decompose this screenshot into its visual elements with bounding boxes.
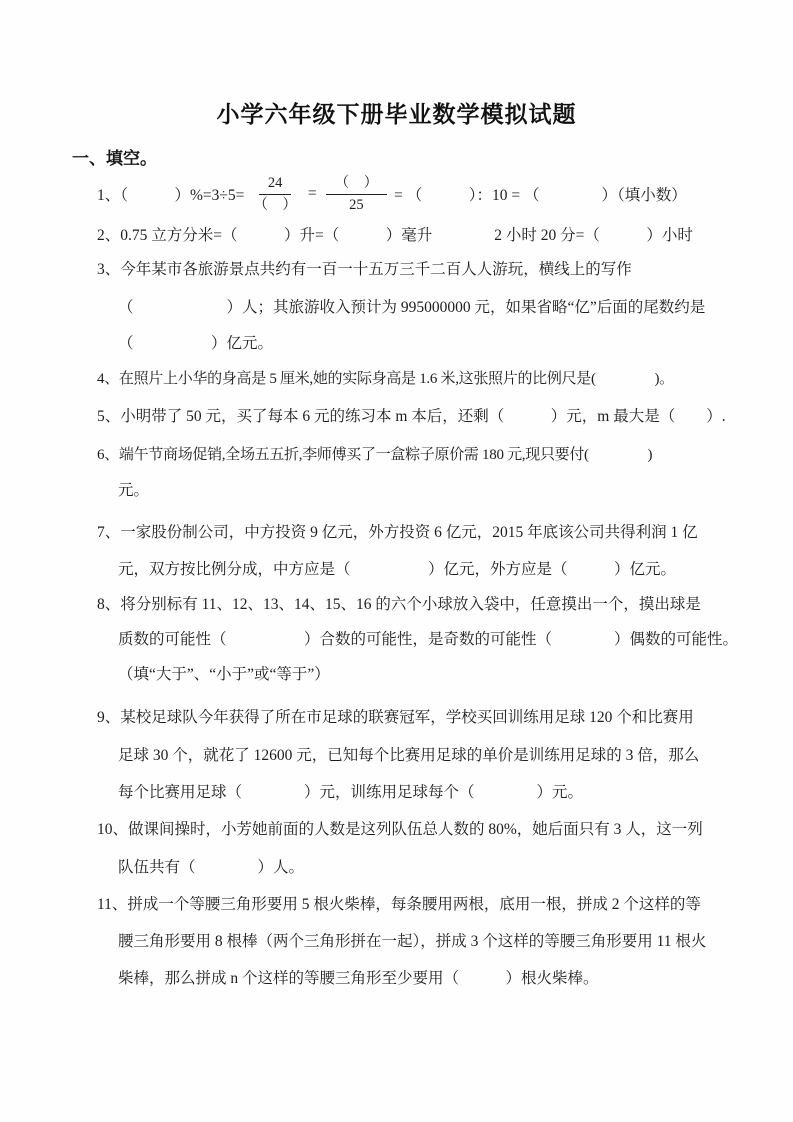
question-1-equals-sign: =: [307, 185, 317, 202]
question-8-line-3: （填“大于”、“小于”或“等于”）: [118, 666, 330, 683]
question-10-line-2: 队伍共有（ ）人。: [118, 859, 305, 876]
question-1-fraction-1-numerator: 24: [259, 174, 292, 194]
question-1: [97, 168, 687, 220]
question-6-line-2: 元。: [118, 482, 150, 499]
question-5: 5、小明带了 50 元，买了每本 6 元的练习本 m 本后，还剩（ ）元，m 最大是（ ）.: [97, 408, 726, 425]
question-1-fraction-2: [326, 174, 388, 213]
question-10-line-1: 10、做课间操时，小芳她前面的人数是这列队伍总人数的 80%，她后面只有 3 人，这一列: [97, 821, 703, 838]
question-9-line-2: 足球 30 个，就花了 12600 元，已知每个比赛用足球的单价是训练用足球的 3 倍，那么: [118, 747, 700, 764]
question-1-suffix: = （ ）：10 = （ ）（填小数）: [394, 187, 687, 204]
question-11-line-1: 11、拼成一个等腰三角形要用 5 根火柴棒，每条腰用两根，底用一根，拼成 2 个这样的等: [97, 896, 701, 913]
question-11-line-2: 腰三角形要用 8 根棒（两个三角形拼在一起），拼成 3 个这样的等腰三角形要用 11 根火: [118, 933, 707, 950]
question-3-line-2: （ ）人；其旅游收入预计为 995000000 元，如果省略“亿”后面的尾数约是: [118, 299, 706, 316]
question-8-line-1: 8、将分别标有 11、12、13、14、15、16 的六个小球放入袋中，任意摸出一个，摸出球是: [97, 596, 701, 613]
question-1-prefix: 1、（ ）%=3÷5=: [97, 187, 245, 204]
question-4: 4、在照片上小华的身高是 5 厘米,她的实际身高是 1.6 米,这张照片的比例尺是( )。: [97, 371, 674, 387]
question-7-line-1: 7、一家股份制公司，中方投资 9 亿元，外方投资 6 亿元，2015 年底该公司共得利润 1 亿: [97, 524, 698, 541]
document-title: 小学六年级下册毕业数学模拟试题: [216, 102, 577, 127]
question-7-line-2: 元，双方按比例分成，中方应是（ ）亿元，外方应是（ ）亿元。: [118, 561, 677, 578]
question-8-line-2: 质数的可能性（ ）合数的可能性，是奇数的可能性（ ）偶数的可能性。: [118, 631, 739, 648]
question-9-line-3: 每个比赛用足球（ ）元，训练用足球每个（ ）元。: [118, 784, 584, 801]
question-11-line-3: 柴棒，那么拼成 n 个这样的等腰三角形至少要用（ ）根火柴棒。: [118, 970, 599, 987]
question-1-fraction-1: [251, 174, 299, 213]
section-heading-fill-in-blanks: 一、填空。: [72, 149, 157, 168]
question-2: 2、0.75 立方分米=（ ）升=（ ）毫升 2 小时 20 分=（ ）小时: [97, 227, 693, 244]
question-1-fraction-2-numerator: （ ）: [326, 174, 388, 194]
question-6-line-1: 6、端午节商场促销,全场五五折,李师傅买了一盒粽子原价需 180 元,现只要付( ): [97, 447, 653, 463]
question-1-fraction-1-denominator: （ ）: [253, 196, 297, 213]
question-1-fraction-2-denominator: 25: [349, 196, 364, 213]
question-3-line-1: 3、今年某市各旅游景点共约有一百一十五万三千二百人人游玩，横线上的写作: [97, 261, 632, 278]
question-3-line-3: （ ）亿元。: [118, 335, 274, 352]
question-9-line-1: 9、某校足球队今年获得了所在市足球的联赛冠军，学校买回训练用足球 120 个和比赛用: [97, 709, 694, 726]
